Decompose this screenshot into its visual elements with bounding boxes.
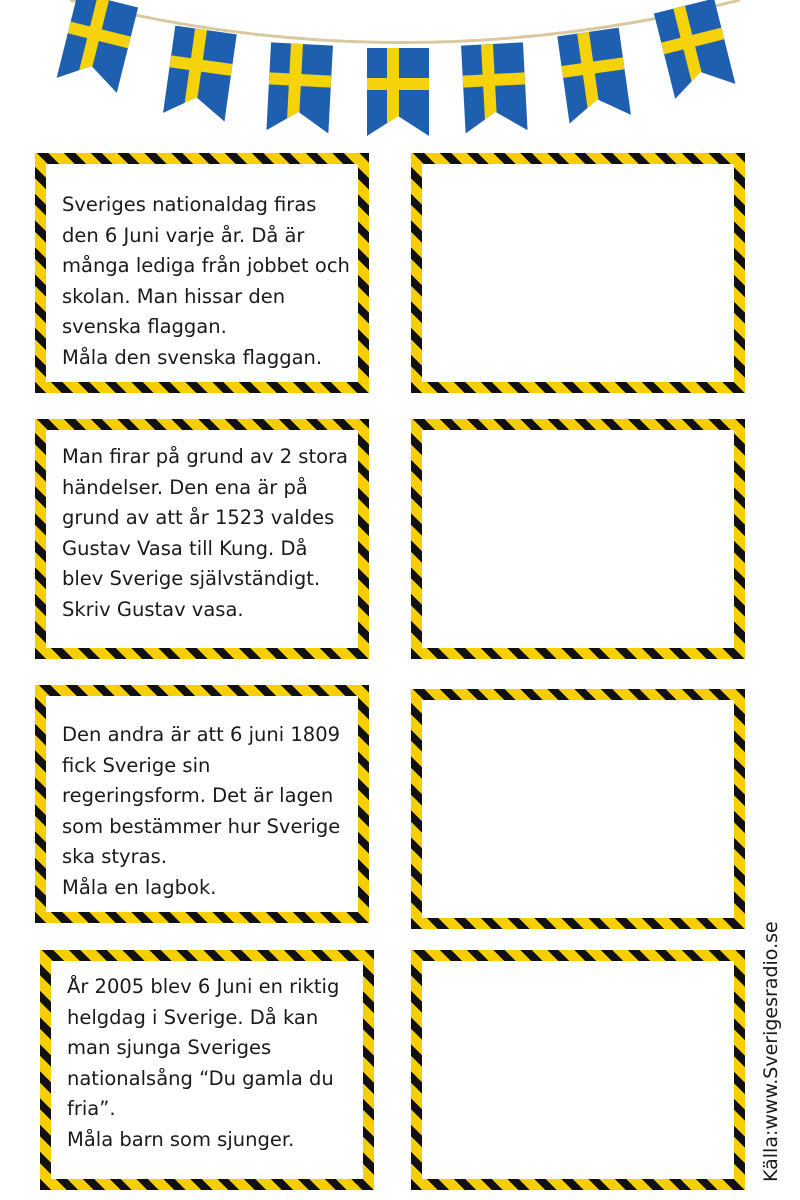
drawing-box-3[interactable] bbox=[411, 689, 745, 929]
card-task: Måla barn som sjunger. bbox=[67, 1127, 295, 1151]
card-text: Sveriges nationaldag firas den 6 Juni varje år. Då är många lediga från jobbet och skolan. Man hissar den svenska flaggan. bbox=[62, 193, 350, 338]
info-card-3 bbox=[35, 685, 369, 923]
card-task: Skriv Gustav vasa. bbox=[62, 597, 244, 621]
swedish-flag-icon bbox=[367, 48, 429, 136]
swedish-flag-icon bbox=[57, 0, 138, 93]
card-text: Den andra är att 6 juni 1809 fick Sverige sin regeringsform. Det är lagen som bestämmer hur Sverige ska styras. bbox=[62, 723, 341, 868]
card-task: Måla den svenska flaggan. bbox=[62, 345, 323, 369]
info-card-4 bbox=[40, 950, 374, 1190]
flag-garland bbox=[0, 0, 800, 145]
card-task: Måla en lagbok. bbox=[62, 875, 217, 899]
info-card-1 bbox=[35, 153, 369, 393]
card-text: Man firar på grund av 2 stora händelser. Den ena är på grund av att år 1523 valdes Gustav Vasa till Kung. Då blev Sverige självständigt. bbox=[62, 445, 349, 590]
swedish-flag-icon bbox=[163, 26, 237, 122]
swedish-flag-icon bbox=[461, 42, 528, 133]
drawing-box-1[interactable] bbox=[411, 153, 745, 393]
swedish-flag-icon bbox=[266, 42, 333, 133]
source-credit: Källa:www.Sverigesradio.se bbox=[760, 921, 782, 1182]
swedish-flag-icon bbox=[557, 28, 631, 124]
drawing-box-4[interactable] bbox=[411, 950, 745, 1190]
card-text: År 2005 blev 6 Juni en riktig helgdag i Sverige. Då kan man sjunga Sveriges nationalsång “Du gamla du fria”. bbox=[67, 975, 340, 1120]
info-card-2 bbox=[35, 419, 369, 659]
drawing-box-2[interactable] bbox=[411, 419, 745, 659]
garland-string bbox=[70, 0, 740, 43]
swedish-flag-icon bbox=[654, 0, 735, 99]
